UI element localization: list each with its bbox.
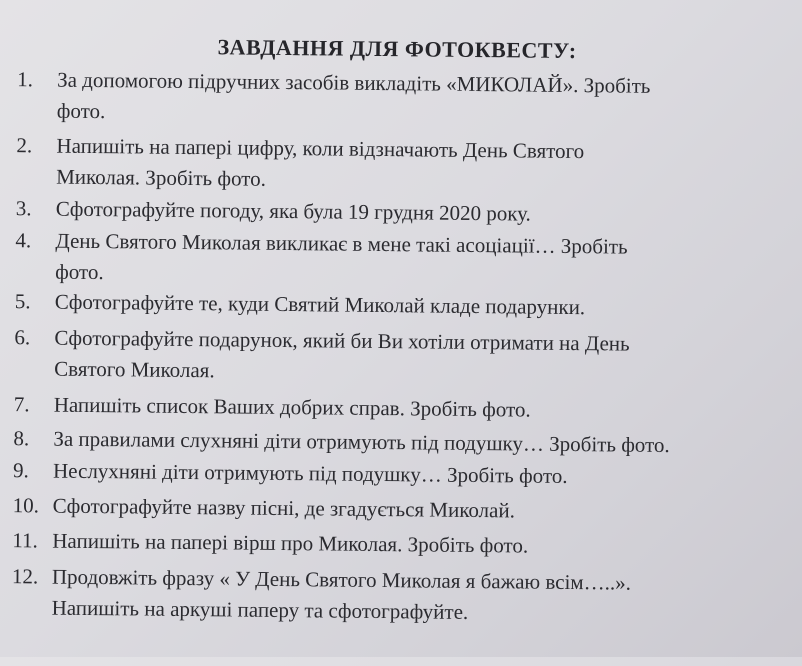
task-number: 8. [13, 426, 30, 451]
task-item-1 [17, 64, 802, 135]
task-item-7 [14, 389, 802, 429]
task-number: 1. [17, 67, 34, 92]
task-text: Сфотографуйте подарунок, який би Ви хотіли отримати на День [54, 325, 630, 356]
task-text: Напишіть список Ваших добрих справ. Зробіть фото. [53, 392, 531, 422]
task-text: Сфотографуйте погоду, яка була 19 грудня 2020 року. [55, 196, 531, 226]
task-number: 4. [15, 228, 32, 253]
task-number: 3. [15, 196, 32, 221]
task-number: 5. [14, 289, 31, 314]
task-text: День Святого Миколая викликає в мене такі асоціації… Зробіть [55, 228, 628, 259]
task-text: За правилами слухняні діти отримують під подушку… Зробіть фото. [53, 426, 670, 458]
task-text: Напишіть на папері цифру, коли відзначають День Святого [56, 133, 585, 164]
task-text: Напишіть на папері вірш про Миколая. Зробіть фото. [52, 528, 529, 558]
task-number: 7. [13, 392, 30, 417]
document-title: ЗАВДАННЯ ДЛЯ ФОТОКВЕСТУ: [217, 34, 577, 64]
task-item-10 [13, 490, 802, 530]
task-item-2 [16, 130, 802, 201]
task-text: Сфотографуйте те, куди Святий Миколай кладе подарунки. [54, 289, 586, 320]
task-number: 9. [12, 458, 29, 483]
task-text: Сфотографуйте назву пісні, де згадується Миколай. [52, 493, 516, 523]
task-text: Неслухняні діти отримують під подушку… Зробіть фото. [52, 458, 568, 488]
task-text-continued: фото. [56, 98, 106, 124]
task-text: За допомогою підручних засобів викладіть «МИКОЛАЙ». Зробіть [57, 67, 651, 98]
task-number: 12. [11, 564, 39, 589]
task-text-continued: Святого Миколая. [54, 356, 215, 383]
task-number: 11. [12, 528, 38, 553]
task-text: Продовжіть фразу « У День Святого Миколая я бажаю всім…..». [51, 564, 632, 595]
task-item-6 [14, 322, 802, 393]
task-number: 10. [12, 493, 40, 518]
task-item-4 [15, 225, 802, 296]
task-text-continued: фото. [55, 259, 104, 285]
task-item-11 [12, 525, 802, 565]
task-text-continued: Миколая. Зробіть фото. [56, 164, 267, 191]
task-text-continued: Напишіть на аркуші паперу та сфотографуйте. [51, 595, 469, 624]
task-number: 2. [16, 133, 33, 158]
task-item-12 [11, 561, 802, 632]
task-number: 6. [14, 325, 31, 350]
